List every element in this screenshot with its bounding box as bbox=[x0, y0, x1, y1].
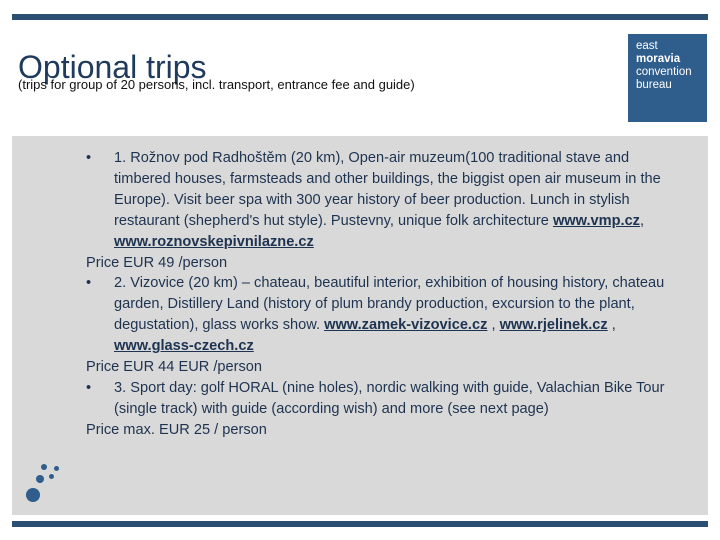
dot-icon bbox=[26, 488, 40, 502]
logo-line: moravia bbox=[636, 53, 681, 65]
link-separator: , bbox=[487, 317, 500, 334]
bullet-icon: • bbox=[86, 275, 92, 292]
logo-text bbox=[636, 40, 692, 92]
trip-description: 2. Vizovice (20 km) – chateau, beautiful interior, exhibition of housing history, chateau garden, Distillery Land (history of plum brandy production, excursion to the plant, degustation), glass works show. bbox=[114, 275, 665, 334]
trip-price: Price EUR 44 EUR /person bbox=[86, 359, 263, 376]
trip-description: 3. Sport day: golf HORAL (nine holes), nordic walking with guide, Valachian Bike Tour (single track) with guide (according wish) and more (see next page) bbox=[114, 379, 665, 417]
bullet-icon: • bbox=[86, 379, 92, 396]
trip-link[interactable]: www.glass-czech.cz bbox=[114, 338, 254, 355]
trip-link[interactable]: www.zamek-vizovice.cz bbox=[324, 317, 488, 334]
dot-icon bbox=[54, 466, 59, 471]
trip-list bbox=[86, 148, 686, 441]
dot-icon bbox=[49, 474, 54, 479]
trip-description: 1. Rožnov pod Radhoštěm (20 km), Open-air muzeum(100 traditional stave and timbered houses, farmsteads and other buildings, the biggist open air museum in the Europe). Visit beer spa with 300 year history of beer production. Lunch in stylish restaurant (shepherd's hut style). Pustevny, unique folk architecture bbox=[114, 150, 661, 229]
dot-icon bbox=[41, 464, 47, 470]
trip-price: Price EUR 49 /person bbox=[86, 254, 228, 271]
top-divider-bar bbox=[12, 14, 708, 20]
dot-icon bbox=[36, 475, 44, 483]
link-separator: , bbox=[639, 212, 645, 229]
trip-link[interactable]: www.vmp.cz bbox=[552, 212, 640, 229]
trip-link[interactable]: www.rjelinek.cz bbox=[499, 317, 608, 334]
trip-item bbox=[86, 148, 686, 253]
logo-line: bureau bbox=[636, 79, 672, 91]
logo-line: east bbox=[636, 40, 658, 52]
trip-item bbox=[86, 378, 686, 420]
trip-price: Price max. EUR 25 / person bbox=[86, 421, 267, 438]
link-separator: , bbox=[607, 317, 616, 334]
bottom-divider-bar bbox=[12, 521, 708, 527]
page-title: Optional trips bbox=[18, 49, 207, 86]
convention-bureau-logo bbox=[628, 34, 707, 122]
trip-item bbox=[86, 273, 686, 357]
page-subtitle: (trips for group of 20 persons, incl. transport, entrance fee and guide) bbox=[18, 77, 415, 92]
bullet-icon: • bbox=[86, 150, 92, 166]
trip-link[interactable]: www.roznovskepivnilazne.cz bbox=[114, 233, 314, 250]
logo-line: convention bbox=[636, 66, 692, 78]
